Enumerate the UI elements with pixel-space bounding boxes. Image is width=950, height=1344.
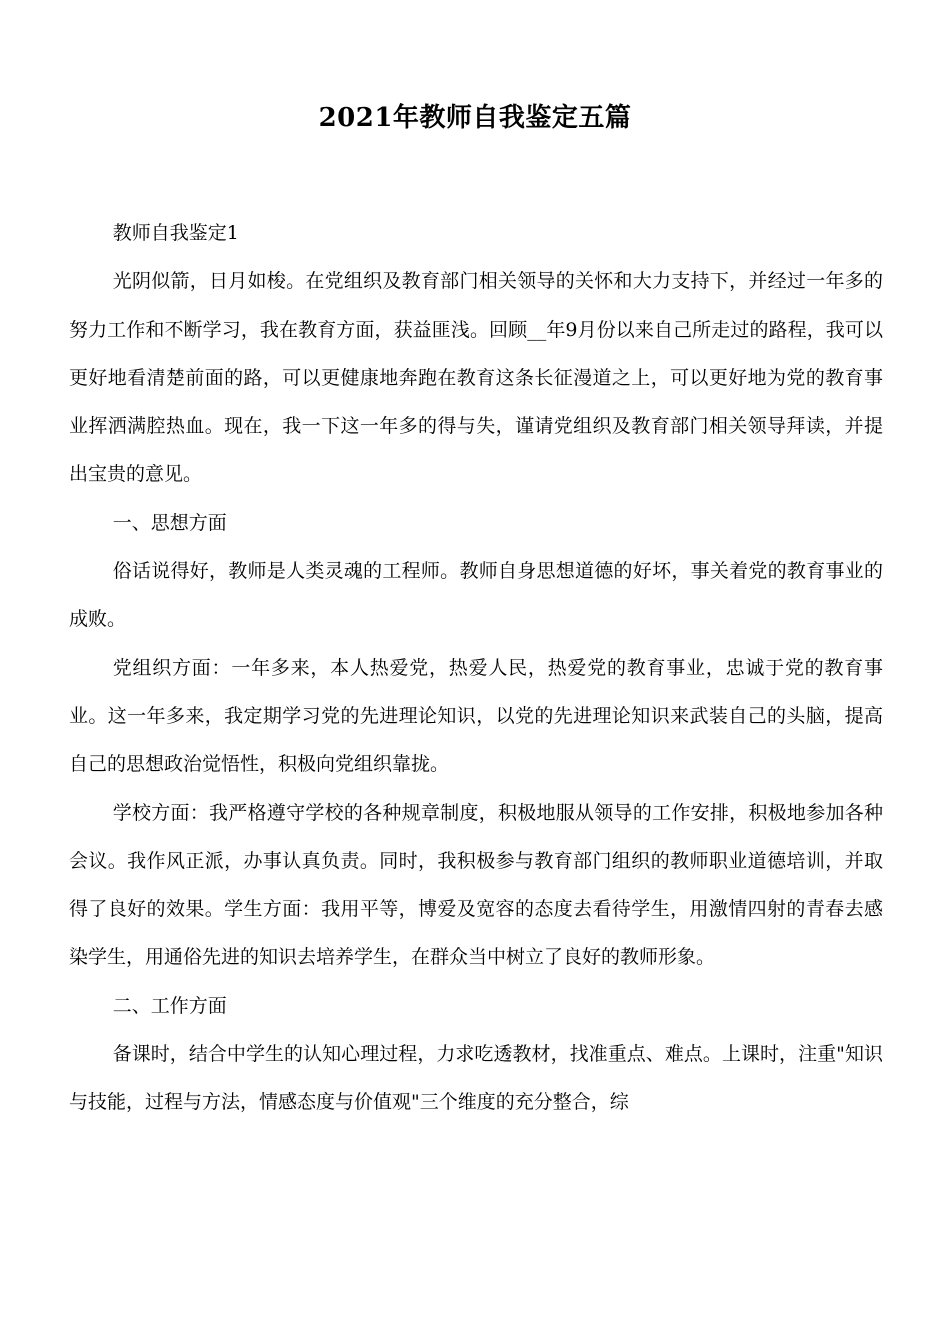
section-heading-teacher-evaluation-1: 教师自我鉴定1 [112, 222, 239, 244]
section-heading-work: 二、工作方面 [112, 994, 227, 1017]
thought-paragraph: 俗话说得好，教师是人类灵魂的工程师。教师自身思想道德的好坏，事关着党的教育事业的成败。 [69, 560, 883, 631]
section-heading-thought: 一、思想方面 [112, 511, 227, 534]
party-organization-paragraph: 党组织方面：一年多来，本人热爱党，热爱人民，热爱党的教育事业，忠诚于党的教育事业。这一年多来，我定期学习党的先进理论知识，以党的先进理论知识来武装自己的头脑，提高自己的思想政治觉悟性，积极向党组织靠拢。 [69, 656, 883, 776]
document-body [69, 209, 883, 1127]
document-title: 2021年教师自我鉴定五篇 [318, 103, 632, 133]
lesson-prep-paragraph: 备课时，结合中学生的认知心理过程，力求吃透教材，找准重点、难点。上课时，注重"知识与技能，过程与方法，情感态度与价值观"三个维度的充分整合，综 [69, 1043, 883, 1114]
school-paragraph: 学校方面：我严格遵守学校的各种规章制度，积极地服从领导的工作安排，积极地参加各种会议。我作风正派，办事认真负责。同时，我积极参与教育部门组织的教师职业道德培训，并取得了良好的效果。学生方面：我用平等，博爱及宽容的态度去看待学生，用激情四射的青春去感染学生，用通俗先进的知识去培养学生，在群众当中树立了良好的教师形象。 [69, 801, 883, 969]
intro-paragraph: 光阴似箭，日月如梭。在党组织及教育部门相关领导的关怀和大力支持下，并经过一年多的努力工作和不断学习，我在教育方面，获益匪浅。回顾__年9月份以来自己所走过的路程，我可以更好地看清楚前面的路，可以更健康地奔跑在教育这条长征漫道之上，可以更好地为党的教育事业挥洒满腔热血。现在，我一下这一年多的得与失，谨请党组织及教育部门相关领导拜读，并提出宝贵的意见。 [69, 270, 883, 486]
